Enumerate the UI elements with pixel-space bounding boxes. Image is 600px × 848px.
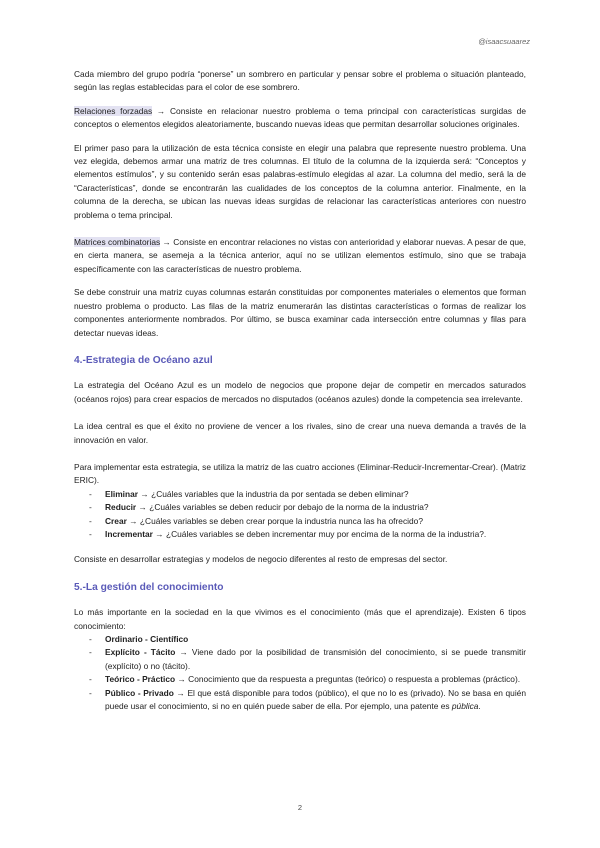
list-item xyxy=(74,673,526,686)
list-item xyxy=(74,687,526,714)
list-item-emphasis: pública xyxy=(451,701,479,712)
intro-paragraph: Cada miembro del grupo podría “ponerse” un sombrero en particular y pensar sobre el problema o situación planteado, según las reglas establecidas para el color de ese sombrero. xyxy=(74,69,526,93)
section-5-paragraph-1: Lo más importante en la sociedad en la que vivimos es el conocimiento (más que el aprendizaje). Existen 6 tipos conocimiento: xyxy=(74,607,526,631)
section-5-heading: 5.-La gestión del conocimiento xyxy=(74,581,224,593)
list-item-text: → ¿Cuáles variables se deben crear porque la industria nunca las ha ofrecido? xyxy=(126,515,423,526)
page-content xyxy=(74,68,526,723)
list-item-text: → Conocimiento que da respuesta a preguntas (teórico) o respuesta a problemas (práctico). xyxy=(175,674,521,685)
matrices-combinatorias-detail: Se debe construir una matriz cuyas columnas estarán constituidas por componentes materiales o elementos que forman nuestro problema o producto. Las filas de la matriz enumerarán las distintas características o formas de realizar los componentes anteriormente nombrados. Por último, se busca examinar cada intersección entre columnas y filas para detectar nuevas ideas. xyxy=(74,287,526,338)
matrices-combinatorias-definition: → Consiste en encontrar relaciones no vistas con anterioridad y elaborar nuevas. A pesar de que, en cierta manera, se asemeja a la técnica anterior, aquí no se utilizan elementos estímulo, sino que se trabaja específicamente con las características de nuestro problema. xyxy=(74,237,526,274)
relaciones-forzadas-term: Relaciones forzadas xyxy=(74,105,153,116)
list-item-text: → El que está disponible para todos (público), el que no lo es (privado). No se basa en quién puede usar el conocimiento, si no en quién puede saber de ella. Por ejemplo, una patente es xyxy=(105,687,526,712)
list-item-tail: . xyxy=(478,701,481,712)
list-item-term: Teórico - Práctico xyxy=(105,674,176,685)
list-item xyxy=(74,528,526,541)
list-item-term: Explícito - Tácito xyxy=(105,647,176,658)
relaciones-forzadas-paragraph xyxy=(74,105,526,132)
matrices-combinatorias-term: Matrices combinatorias xyxy=(74,237,161,248)
list-item-term: Ordinario - Científico xyxy=(105,634,189,644)
list-item-term: Eliminar xyxy=(105,488,139,499)
list-item-text: → ¿Cuáles variables que la industria da por sentada se deben eliminar? xyxy=(138,488,409,499)
list-item-text: → ¿Cuáles variables se deben incrementar muy por encima de la norma de la industria?. xyxy=(152,528,487,539)
knowledge-types-list xyxy=(74,633,526,713)
list-item xyxy=(74,515,526,528)
list-item-term: Crear xyxy=(105,515,127,526)
list-item xyxy=(74,646,526,673)
list-item-term: Reducir xyxy=(105,502,137,513)
matrices-combinatorias-paragraph xyxy=(74,236,526,276)
eric-list xyxy=(74,488,526,542)
list-item xyxy=(74,633,526,646)
list-item xyxy=(74,488,526,501)
list-item-term: Público - Privado xyxy=(105,687,174,698)
list-item-text: → Viene dado por la posibilidad de transmisión del conocimiento, si se puede transmitir (explícito) o no (tácito). xyxy=(105,647,526,671)
section-4-paragraph-2: La idea central es que el éxito no proviene de vencer a los rivales, sino de crear una nueva demanda a través de la innovación en valor. xyxy=(74,421,526,445)
relaciones-forzadas-detail: El primer paso para la utilización de esta técnica consiste en elegir una palabra que represente nuestro problema. Una vez elegida, debemos armar una matriz de tres columnas. El título de la columna de la izquierda será: “Conceptos y elementos estímulos”, y su contenido serán esas palabras-estímulo elegidas al azar. La columna del medio, será la de “Características”, donde se encontrarán las cualidades de los conceptos de la columna anterior. Finalmente, en la columna de la derecha, se ubican las nuevas ideas surgidas de relacionar las características anteriores con nuestro problema o tema principal. xyxy=(74,142,526,220)
author-handle: @isaacsuaarez xyxy=(478,37,530,46)
section-4-paragraph-1: La estrategia del Océano Azul es un modelo de negocios que propone dejar de competir en mercados saturados (océanos rojos) para crear espacios de mercados no disputados (océanos azules) donde la competencia sea irrelevante. xyxy=(74,380,526,404)
list-item-term: Incrementar xyxy=(105,528,153,539)
page-number: 2 xyxy=(297,803,303,812)
section-4-heading: 4.-Estrategia de Océano azul xyxy=(74,354,213,366)
relaciones-forzadas-definition: → Consiste en relacionar nuestro problema o tema principal con características surgidas de conceptos o elementos elegidos aleatoriamente, buscando nuevas ideas que permitan desarrollar soluciones originales. xyxy=(74,105,526,130)
list-item-text: → ¿Cuáles variables se deben reducir por debajo de la norma de la industria? xyxy=(136,502,429,513)
list-item xyxy=(74,501,526,514)
section-4-paragraph-3: Para implementar esta estrategia, se utiliza la matriz de las cuatro acciones (Eliminar-Reducir-Incrementar-Crear). (Matriz ERIC). xyxy=(74,461,526,486)
section-4-paragraph-4: Consiste en desarrollar estrategias y modelos de negocio diferentes al resto de empresas del sector. xyxy=(74,554,448,565)
